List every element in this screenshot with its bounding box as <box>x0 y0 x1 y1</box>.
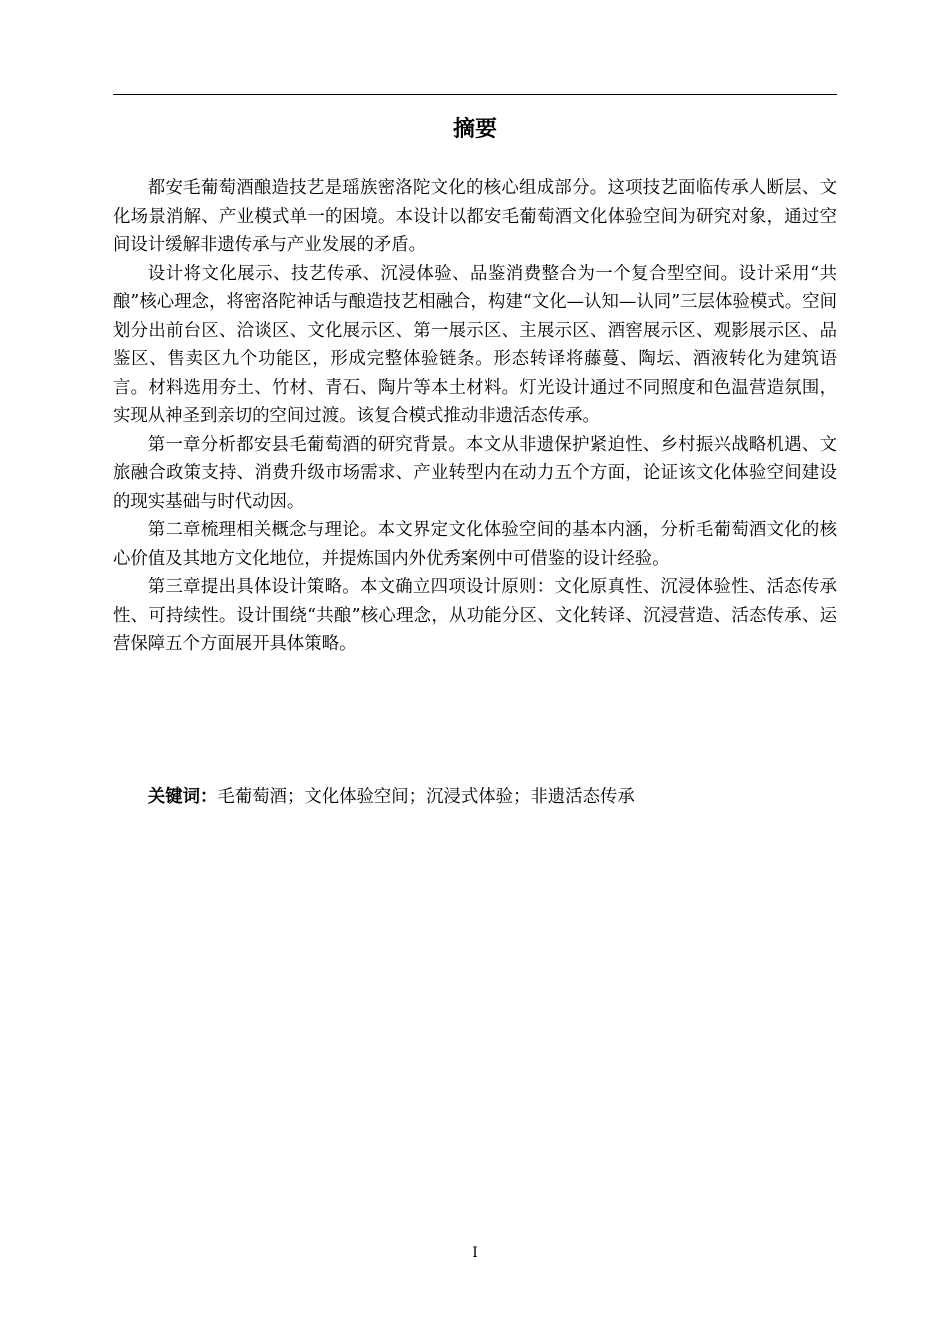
paragraph: 设计将文化展示、技艺传承、沉浸体验、品鉴消费整合为一个复合型空间。设计采用“共酿”核心理念，将密洛陀神话与酿造技艺相融合，构建“文化—认知—认同”三层体验模式。空间划分出前台区、洽谈区、文化展示区、第一展示区、主展示区、酒窖展示区、观影展示区、品鉴区、售卖区九个功能区，形成完整体验链条。形态转译将藤蔓、陶坛、酒液转化为建筑语言。材料选用夯土、竹材、青石、陶片等本土材料。灯光设计通过不同照度和色温营造氛围，实现从神圣到亲切的空间过渡。该复合模式推动非遗活态传承。 <box>113 263 837 426</box>
abstract-body <box>113 174 837 659</box>
keywords-label: 关键词： <box>147 787 218 807</box>
paragraph: 第二章梳理相关概念与理论。本文界定文化体验空间的基本内涵，分析毛葡萄酒文化的核心价值及其地方文化地位，并提炼国内外优秀案例中可借鉴的设计经验。 <box>113 520 837 569</box>
page-number: I <box>472 1245 478 1261</box>
paragraph: 都安毛葡萄酒酿造技艺是瑶族密洛陀文化的核心组成部分。这项技艺面临传承人断层、文化场景消解、产业模式单一的困境。本设计以都安毛葡萄酒文化体验空间为研究对象，通过空间设计缓解非遗传承与产业发展的矛盾。 <box>113 178 837 255</box>
keywords-text: 毛葡萄酒；文化体验空间；沉浸式体验；非遗活态传承 <box>217 787 635 807</box>
paragraph: 第三章提出具体设计策略。本文确立四项设计原则：文化原真性、沉浸体验性、活态传承性、可持续性。设计围绕“共酿”核心理念，从功能分区、文化转译、沉浸营造、活态传承、运营保障五个方面展开具体策略。 <box>113 577 837 654</box>
keywords-line <box>113 783 837 812</box>
paragraph: 第一章分析都安县毛葡萄酒的研究背景。本文从非遗保护紧迫性、乡村振兴战略机遇、文旅融合政策支持、消费升级市场需求、产业转型内在动力五个方面，论证该文化体验空间建设的现实基础与时代动因。 <box>113 434 837 512</box>
page-title: 摘要 <box>452 117 497 142</box>
header-rule <box>113 94 837 95</box>
